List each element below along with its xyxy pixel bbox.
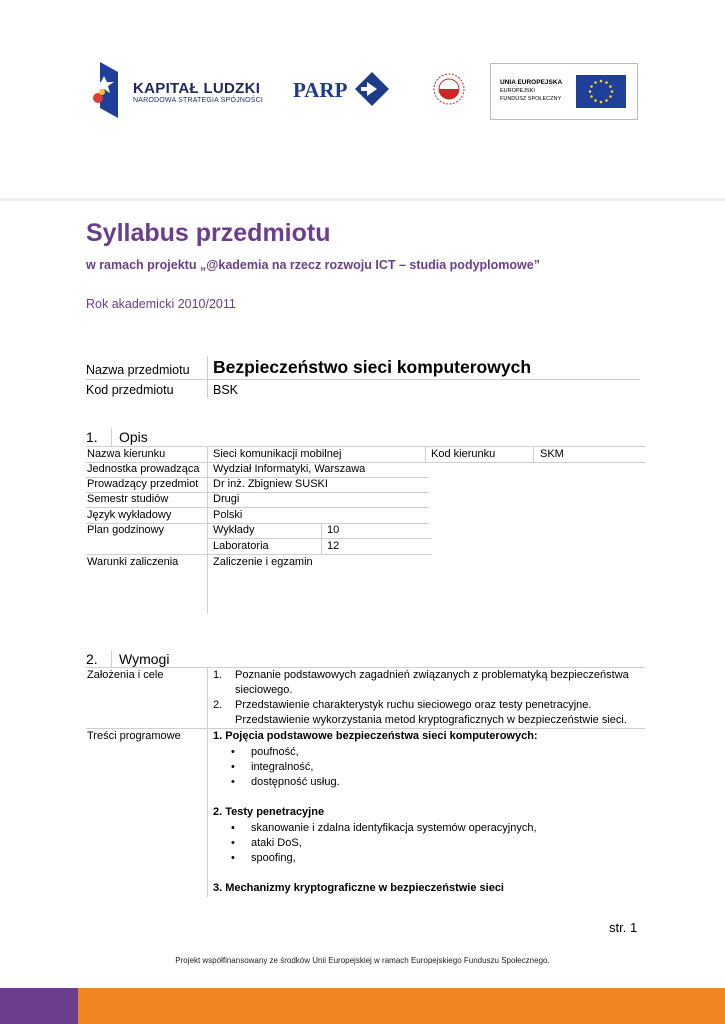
eu-flag-icon bbox=[576, 75, 626, 108]
bullet-item: • poufność, bbox=[231, 746, 299, 758]
row-label: Plan godzinowy bbox=[87, 524, 165, 536]
content-heading: 3. Mechanizmy kryptograficzne w bezpieczeństwie sieci bbox=[213, 882, 504, 894]
footer-bar-purple bbox=[0, 988, 78, 1024]
row-label: Prowadzący przedmiot bbox=[87, 478, 199, 490]
bullet-item: • ataki DoS, bbox=[231, 837, 302, 849]
footer-bar-orange bbox=[78, 988, 725, 1024]
section1-number: 1. bbox=[86, 429, 98, 445]
list-number: 2. bbox=[213, 699, 223, 711]
course-code-value: BSK bbox=[213, 383, 239, 397]
university-seal-icon bbox=[432, 70, 466, 108]
plan-item-hours: 12 bbox=[327, 540, 340, 552]
divider bbox=[425, 446, 426, 462]
eu-line1: UNIA EUROPEJSKA bbox=[500, 79, 563, 86]
kapital-ludzki-emblem-icon bbox=[92, 62, 128, 118]
content-heading: 1. Pojęcia podstawowe bezpieczeństwa sieci komputerowych: bbox=[213, 730, 538, 742]
list-number: 1. bbox=[213, 669, 223, 681]
kapital-ludzki-title: KAPITAŁ LUDZKI bbox=[133, 80, 261, 97]
plan-item-hours: 10 bbox=[327, 524, 340, 536]
divider bbox=[111, 650, 112, 668]
goals-label: Założenia i cele bbox=[87, 669, 164, 681]
divider bbox=[111, 428, 112, 446]
row-value: Zaliczenie i egzamin bbox=[213, 556, 313, 568]
bullet-item: • dostępność usług. bbox=[231, 776, 340, 788]
list-item bbox=[213, 698, 643, 713]
row-value: Sieci komunikacji mobilnej bbox=[213, 448, 342, 460]
list-text: Przedstawienie charakterystyk ruchu sieciowego oraz testy penetracyjne. bbox=[235, 699, 592, 711]
parp-logo-text: PARP bbox=[293, 78, 348, 102]
row-extra-value: SKM bbox=[540, 448, 564, 460]
course-name-label: Nazwa przedmiotu bbox=[86, 363, 190, 377]
list-text: Poznanie podstawowych zagadnień związanych z problematyką bezpieczeństwa bbox=[235, 669, 629, 681]
bullet-text: dostępność usług. bbox=[251, 776, 340, 788]
divider bbox=[207, 356, 208, 398]
header-divider bbox=[0, 198, 725, 201]
section2-title: Wymogi bbox=[119, 651, 170, 667]
row-value: Polski bbox=[213, 509, 243, 521]
row-value: Wydział Informatyki, Warszawa bbox=[213, 463, 366, 475]
bullet-text: skanowanie i zdalna identyfikacja systemów operacyjnych, bbox=[251, 822, 537, 834]
row-extra-label: Kod kierunku bbox=[431, 448, 496, 460]
page-title: Syllabus przedmiotu bbox=[86, 219, 331, 247]
page-number: str. 1 bbox=[609, 920, 638, 935]
bullet-text: poufność, bbox=[251, 746, 299, 758]
list-item bbox=[213, 668, 643, 683]
list-text: Przedstawienie wykorzystania metod kryptograficznych w bezpieczeństwie sieci. bbox=[235, 714, 627, 726]
row-label: Semestr studiów bbox=[87, 493, 169, 505]
kapital-ludzki-subtitle: NARODOWA STRATEGIA SPÓJNOŚCI bbox=[133, 97, 264, 104]
content-label: Treści programowe bbox=[87, 730, 181, 742]
footer-text: Projekt współfinansowany ze środków Unii Europejskiej w ramach Europejskiego Funduszu Społecznego. bbox=[175, 956, 550, 965]
bullet-text: ataki DoS, bbox=[251, 837, 302, 849]
eu-line3: FUNDUSZ SPOŁECZNY bbox=[500, 96, 562, 102]
plan-item-name: Wykłady bbox=[213, 524, 255, 536]
row-value: Drugi bbox=[213, 493, 240, 505]
bullet-item: • skanowanie i zdalna identyfikacja systemów operacyjnych, bbox=[231, 822, 537, 834]
row-label: Język wykładowy bbox=[87, 509, 172, 521]
divider bbox=[533, 446, 534, 462]
content-heading: 2. Testy penetracyjne bbox=[213, 806, 325, 818]
divider bbox=[207, 446, 208, 614]
section2-number: 2. bbox=[86, 651, 98, 667]
course-name-value: Bezpieczeństwo sieci komputerowych bbox=[213, 357, 532, 377]
divider bbox=[86, 379, 640, 380]
page-subtitle: w ramach projektu „@kademia na rzecz rozwoju ICT – studia podyplomowe” bbox=[86, 258, 540, 272]
goals-list bbox=[213, 668, 643, 728]
divider bbox=[207, 667, 208, 897]
row-label: Jednostka prowadząca bbox=[87, 463, 200, 475]
plan-item-name: Laboratoria bbox=[213, 540, 269, 552]
section1-title: Opis bbox=[119, 429, 148, 445]
bullet-text: integralność, bbox=[251, 761, 314, 773]
course-code-label: Kod przedmiotu bbox=[86, 383, 174, 397]
row-value: Dr inż. Zbigniew SUSKI bbox=[213, 478, 328, 490]
eu-line2: EUROPEJSKI bbox=[500, 88, 535, 94]
row-label: Warunki zaliczenia bbox=[87, 556, 179, 568]
academic-year: Rok akademicki 2010/2011 bbox=[86, 297, 236, 311]
divider bbox=[321, 523, 322, 555]
bullet-item: • spoofing, bbox=[231, 852, 296, 864]
row-label: Nazwa kierunku bbox=[87, 448, 166, 460]
bullet-text: spoofing, bbox=[251, 852, 296, 864]
parp-arrows-icon bbox=[355, 72, 389, 106]
bullet-item: • integralność, bbox=[231, 761, 314, 773]
list-text: sieciowego. bbox=[235, 684, 293, 696]
